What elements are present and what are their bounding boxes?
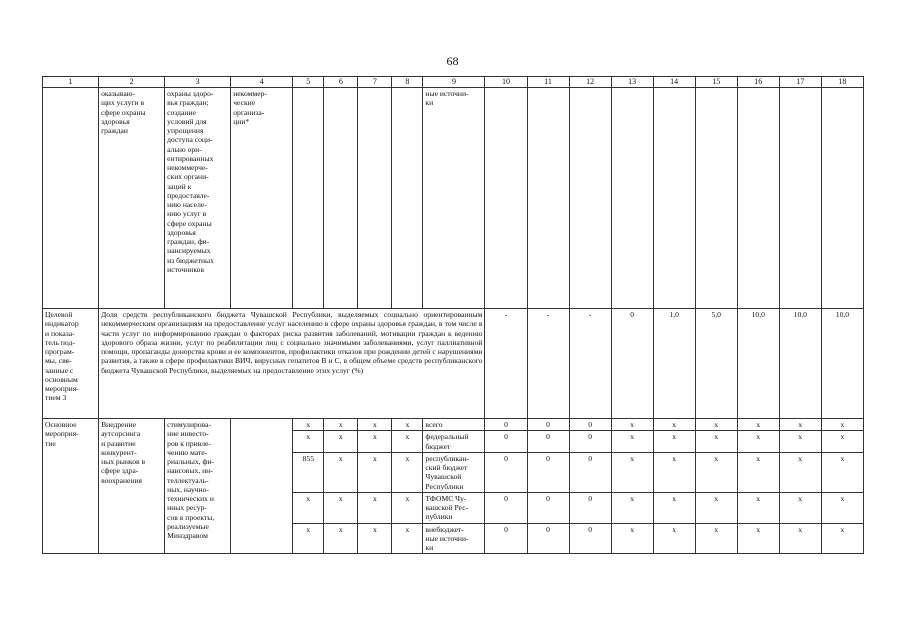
funding-value: 0 xyxy=(485,452,527,492)
column-number: 7 xyxy=(358,77,392,88)
funding-value: 0 xyxy=(569,431,611,453)
funding-value: x xyxy=(653,431,695,453)
column-number: 17 xyxy=(779,77,821,88)
funding-value: 0 xyxy=(485,492,527,523)
empty-cell xyxy=(695,88,737,309)
indicator-value: - xyxy=(569,309,611,419)
empty-cell xyxy=(392,88,423,309)
empty-cell xyxy=(358,88,392,309)
funding-value: x xyxy=(737,431,779,453)
budget-code: x xyxy=(358,431,392,453)
empty-cell xyxy=(737,88,779,309)
empty-cell xyxy=(293,88,324,309)
budget-code: x xyxy=(324,419,358,431)
indicator-value: - xyxy=(527,309,569,419)
budget-code: x xyxy=(392,452,423,492)
funding-value: 0 xyxy=(569,452,611,492)
main-event-description: стимулирова- ние инвесто- ров к привле- чению мате- риальных, фи- нансовых, ин- теллектуаль- ных, научно- технических и иных ресур- сов в проекты, реализуемые Минздравом xyxy=(165,419,231,554)
main-event-label: Основное мероприя- тие xyxy=(43,419,99,554)
empty-cell xyxy=(527,88,569,309)
funding-value: x xyxy=(611,419,653,431)
column-number: 9 xyxy=(423,77,485,88)
budget-code: x xyxy=(324,452,358,492)
funding-value: x xyxy=(779,419,821,431)
budget-code: x xyxy=(324,431,358,453)
funding-value: x xyxy=(611,431,653,453)
funding-value: 0 xyxy=(527,492,569,523)
column-number-row xyxy=(43,77,864,88)
budget-code: x xyxy=(293,419,324,431)
column-number: 2 xyxy=(99,77,165,88)
empty-cell xyxy=(569,88,611,309)
indicator-label: Целевой индикатор и показа- тель под- програм- мы, свя- занные с основным мероприя- тием 3 xyxy=(43,309,99,419)
event-name-continuation: оказываю- щих услуги в сфере охраны здоровья граждан xyxy=(99,88,165,309)
funding-value: 0 xyxy=(569,523,611,554)
continuation-row xyxy=(43,88,864,309)
empty-cell xyxy=(653,88,695,309)
funding-value: x xyxy=(779,452,821,492)
empty-cell xyxy=(324,88,358,309)
funding-value: x xyxy=(737,523,779,554)
main-event-row xyxy=(43,419,864,431)
column-number: 16 xyxy=(737,77,779,88)
column-number: 3 xyxy=(165,77,231,88)
indicator-value: 10,0 xyxy=(779,309,821,419)
empty-cell xyxy=(43,88,99,309)
column-number: 18 xyxy=(821,77,863,88)
funding-value: x xyxy=(653,492,695,523)
funding-value: 0 xyxy=(569,419,611,431)
budget-code: x xyxy=(324,523,358,554)
column-number: 15 xyxy=(695,77,737,88)
column-number: 10 xyxy=(485,77,527,88)
indicator-value: 10,0 xyxy=(737,309,779,419)
funding-value: x xyxy=(737,452,779,492)
empty-cell xyxy=(485,88,527,309)
program-table xyxy=(42,76,864,554)
funding-value: x xyxy=(611,523,653,554)
executor-continuation: некоммер- ческие организа- ции* xyxy=(231,88,293,309)
column-number: 11 xyxy=(527,77,569,88)
funding-value: 0 xyxy=(527,523,569,554)
funding-value: x xyxy=(737,492,779,523)
funding-value: x xyxy=(821,452,863,492)
empty-cell xyxy=(779,88,821,309)
column-number: 1 xyxy=(43,77,99,88)
budget-code: x xyxy=(358,419,392,431)
funding-value: x xyxy=(779,523,821,554)
main-event-name: Внедрение аутсорсинга и развитие конкурент- ных рынков в сфере здра- воохранения xyxy=(99,419,165,554)
funding-value: x xyxy=(779,492,821,523)
column-number: 13 xyxy=(611,77,653,88)
empty-cell xyxy=(821,88,863,309)
funding-value: 0 xyxy=(485,419,527,431)
funding-value: 0 xyxy=(527,431,569,453)
funding-value: x xyxy=(779,431,821,453)
main-event-executor xyxy=(231,419,293,554)
indicator-value: 0 xyxy=(611,309,653,419)
budget-code: x xyxy=(293,492,324,523)
funding-value: x xyxy=(695,492,737,523)
funding-source: республикан- ский бюджет Чувашской Республики xyxy=(423,452,485,492)
funding-value: x xyxy=(611,452,653,492)
budget-code: x xyxy=(358,492,392,523)
budget-code: x xyxy=(324,492,358,523)
indicator-value: 5,0 xyxy=(695,309,737,419)
budget-code: x xyxy=(293,523,324,554)
funding-value: x xyxy=(695,523,737,554)
budget-code: x xyxy=(293,431,324,453)
page-number: 68 xyxy=(446,54,459,68)
empty-cell xyxy=(611,88,653,309)
column-number: 12 xyxy=(569,77,611,88)
funding-value: 0 xyxy=(569,492,611,523)
funding-value: x xyxy=(695,452,737,492)
event-description-continuation: охраны здоро- вья граждан; создание условий для упрощения доступа соци- ально ори- ентированных некоммерче- ских органи- заций к предоставле- нию населе- нию услуг в сфере охраны здоровья граждан, фи- нансируемых из бюджетных источников xyxy=(165,88,231,309)
indicator-value: 1,0 xyxy=(653,309,695,419)
column-number: 6 xyxy=(324,77,358,88)
funding-value: x xyxy=(695,419,737,431)
budget-code: x xyxy=(392,523,423,554)
budget-code: x xyxy=(358,523,392,554)
funding-source: всего xyxy=(423,419,485,431)
funding-source: ТФОМС Чу- вашской Рес- публики xyxy=(423,492,485,523)
budget-code: 855 xyxy=(293,452,324,492)
column-number: 8 xyxy=(392,77,423,88)
funding-source: внебюджет- ные источни- ки xyxy=(423,523,485,554)
budget-code: x xyxy=(392,419,423,431)
funding-value: x xyxy=(611,492,653,523)
indicator-row xyxy=(43,309,864,419)
funding-value: x xyxy=(695,431,737,453)
funding-value: x xyxy=(653,452,695,492)
funding-value: x xyxy=(653,523,695,554)
column-number: 5 xyxy=(293,77,324,88)
indicator-value: - xyxy=(485,309,527,419)
funding-value: 0 xyxy=(527,452,569,492)
budget-code: x xyxy=(358,452,392,492)
column-number: 4 xyxy=(231,77,293,88)
budget-code: x xyxy=(392,492,423,523)
funding-value: 0 xyxy=(485,431,527,453)
budget-code: x xyxy=(392,431,423,453)
indicator-description: Доля средств республиканского бюджета Чувашской Республики, выделяемых социально ориентированным некоммерческим организациям на предоставление услуг населению в сфере охраны здоровья граждан, в том числе в части услуг по информированию граждан о факторах риска развития заболеваний, мотивации граждан к ведению здорового образа жизни, услуг по реабилитации лиц с социально значимыми заболеваниями, услуг паллиативной помощи, пропаганды донорства крови и ее компонентов, профилактики отказов при рождении детей с нарушениями развития, а также в сфере профилактики ВИЧ, вирусных гепатитов В и С, в общем объеме средств республиканского бюджета Чувашской Республики, выделяемых на предоставление этих услуг (%) xyxy=(99,309,485,419)
funding-source-continuation: ные источни- ки xyxy=(423,88,485,309)
funding-value: x xyxy=(821,431,863,453)
column-number: 14 xyxy=(653,77,695,88)
funding-value: x xyxy=(737,419,779,431)
funding-value: x xyxy=(821,419,863,431)
funding-value: 0 xyxy=(485,523,527,554)
funding-value: 0 xyxy=(527,419,569,431)
funding-source: федеральный бюджет xyxy=(423,431,485,453)
funding-value: x xyxy=(821,523,863,554)
indicator-value: 10,0 xyxy=(821,309,863,419)
funding-value: x xyxy=(821,492,863,523)
funding-value: x xyxy=(653,419,695,431)
